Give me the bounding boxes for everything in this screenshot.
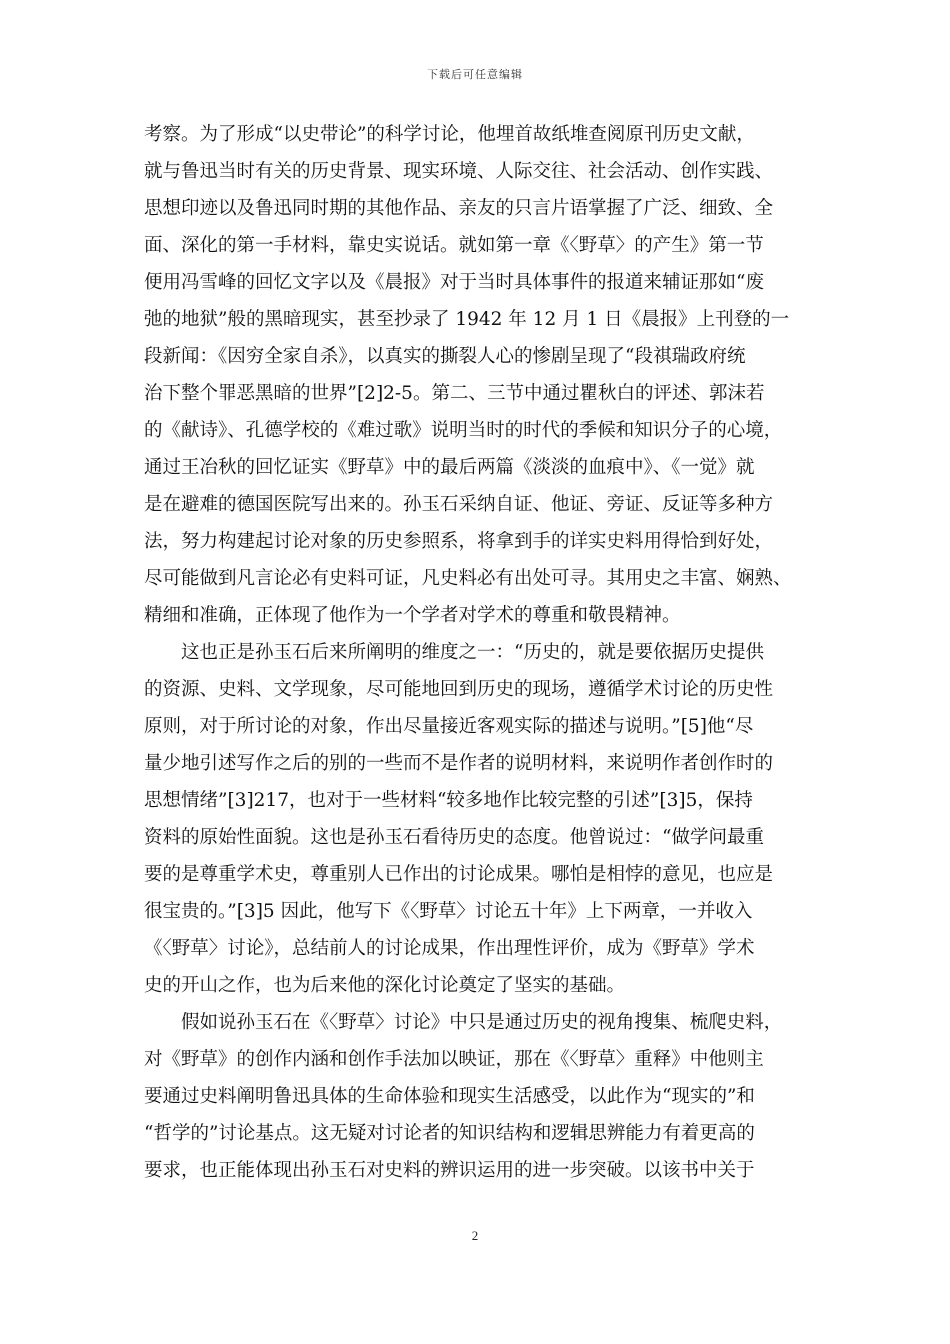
text-line: 是在避难的德国医院写出来的。孙玉石采纳自证、他证、旁证、反证等多种方 bbox=[144, 494, 774, 515]
text-line: 量少地引述写作之后的别的一些而不是作者的说明材料，来说明作者创作时的 bbox=[144, 753, 774, 774]
text-line: 面、深化的第一手材料，靠史实说话。就如第一章《〈野草〉的产生》第一节 bbox=[144, 235, 764, 256]
text-line: 很宝贵的。”[3]5 因此，他写下《〈野草〉讨论五十年》上下两章，一并收入 bbox=[144, 901, 753, 922]
text-line: 法，努力构建起讨论对象的历史参照系，将拿到手的详实史料用得恰到好处， bbox=[144, 531, 774, 552]
text-line: 资料的原始性面貌。这也是孙玉石看待历史的态度。他曾说过：“做学问最重 bbox=[144, 827, 764, 848]
text-line: 原则，对于所讨论的对象，作出尽量接近客观实际的描述与说明。”[5]他“尽 bbox=[144, 716, 754, 737]
document-body bbox=[144, 116, 806, 1189]
text-line: 要通过史料阐明鲁迅具体的生命体验和现实生活感受，以此作为“现实的”和 bbox=[144, 1086, 755, 1107]
text-line: 要的是尊重学术史，尊重别人已作出的讨论成果。哪怕是相悖的意见，也应是 bbox=[144, 864, 774, 885]
text-line: 史的开山之作，也为后来他的深化讨论奠定了坚实的基础。 bbox=[144, 975, 626, 996]
text-line: 的资源、史料、文学现象，尽可能地回到历史的现场，遵循学术讨论的历史性 bbox=[144, 679, 774, 700]
page-header: 下载后可任意编辑 bbox=[427, 68, 523, 81]
text-line: 就与鲁迅当时有关的历史背景、现实环境、人际交往、社会活动、创作实践、 bbox=[144, 161, 774, 182]
text-line: 要求，也正能体现出孙玉石对史料的辨识运用的进一步突破。以该书中关于 bbox=[144, 1160, 755, 1181]
text-line: 思想印迹以及鲁迅同时期的其他作品、亲友的只言片语掌握了广泛、细致、全 bbox=[144, 198, 774, 219]
text-line: 思想情绪”[3]217，也对于一些材料“较多地作比较完整的引述”[3]5，保持 bbox=[144, 790, 753, 811]
text-line: 假如说孙玉石在《〈野草〉讨论》中只是通过历史的视角搜集、梳爬史料， bbox=[144, 1012, 783, 1033]
text-line: 考察。为了形成“以史带论”的科学讨论，他埋首故纸堆查阅原刊历史文献， bbox=[144, 124, 755, 145]
text-line: 精细和准确，正体现了他作为一个学者对学术的尊重和敬畏精神。 bbox=[144, 605, 681, 626]
text-line: 对《野草》的创作内涵和创作手法加以映证，那在《〈野草〉重释》中他则主 bbox=[144, 1049, 764, 1070]
text-line: “哲学的”讨论基点。这无疑对讨论者的知识结构和逻辑思辨能力有着更高的 bbox=[144, 1123, 755, 1144]
text-line: 段新闻：《因穷全家自杀》，以真实的撕裂人心的惨剧呈现了“段祺瑞政府统 bbox=[144, 346, 746, 367]
text-line: 尽可能做到凡言论必有史料可证，凡史料必有出处可寻。其用史之丰富、娴熟、 bbox=[144, 568, 792, 589]
text-line: 通过王冶秋的回忆证实《野草》中的最后两篇《淡淡的血痕中》、《一觉》就 bbox=[144, 457, 755, 478]
text-line: 这也正是孙玉石后来所阐明的维度之一：“历史的，就是要依据历史提供 bbox=[144, 642, 764, 663]
text-line: 便用冯雪峰的回忆文字以及《晨报》对于当时具体事件的报道来辅证那如“废 bbox=[144, 272, 764, 293]
page-number: 2 bbox=[471, 1228, 479, 1243]
text-line: 《〈野草〉讨论》，总结前人的讨论成果，作出理性评价，成为《野草》学术 bbox=[144, 938, 755, 959]
text-line: 的《献诗》、孔德学校的《难过歌》说明当时的时代的季候和知识分子的心境， bbox=[144, 420, 783, 441]
text-line: 治下整个罪恶黑暗的世界”[2]2-5。第二、三节中通过瞿秋白的评述、郭沫若 bbox=[144, 383, 765, 404]
text-line: 弛的地狱”般的黑暗现实，甚至抄录了 1942 年 12 月 1 日《晨报》上刊登的一 bbox=[144, 309, 790, 330]
